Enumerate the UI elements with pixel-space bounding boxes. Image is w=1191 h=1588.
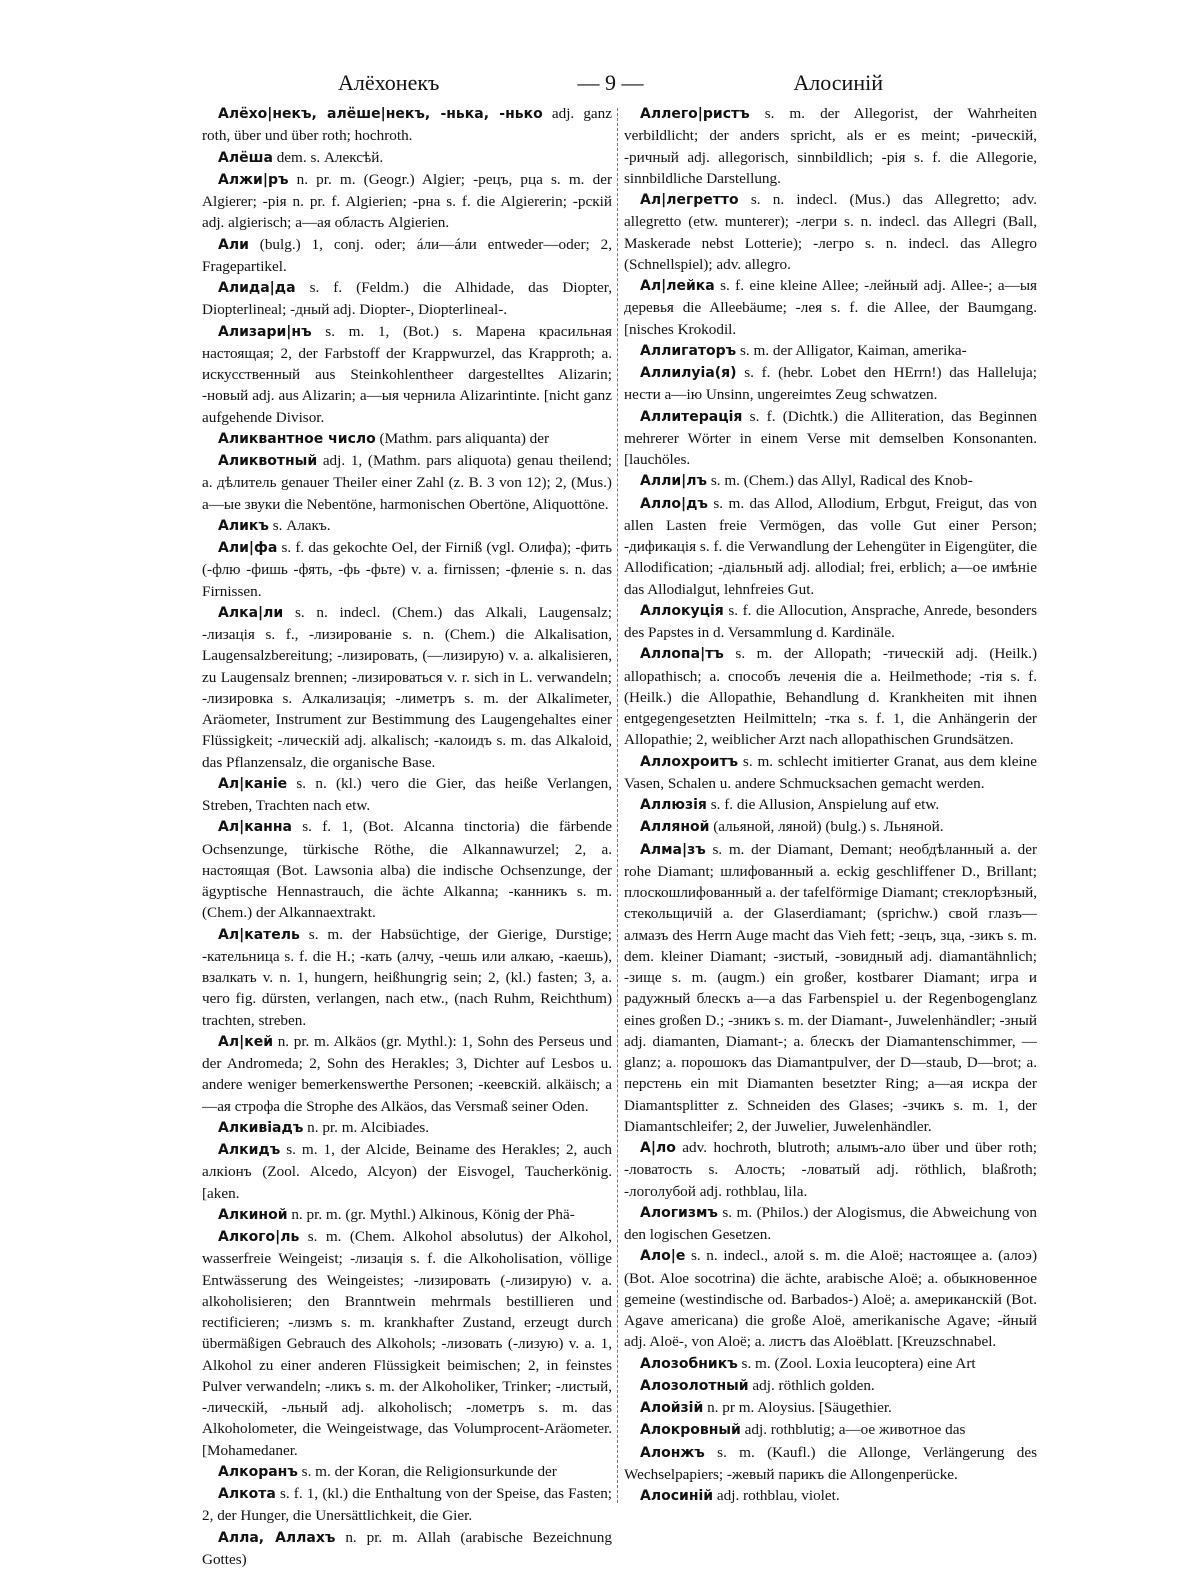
entry-headword: Алка|ли (218, 604, 284, 621)
entry-definition: s. f. 1, (kl.) die Enthaltung von der Speise, das Fasten; 2, der Hunger, die Unersättlichkeit, die Gier. (202, 1485, 613, 1525)
entry-headword: Аллилуіа(я) (640, 365, 737, 381)
entry-headword: Алло|дъ (640, 495, 708, 512)
entry-definition: s. n. indecl. (Chem.) das Alkali, Laugensalz; -лизація s. f., -лизированіе s. n. (Chem.) die Alkalisation, Laugensalzbereitung; -лизировать, (—лизирую) v. a. alkalisieren, zu Laugensalz brennen; -лизироваться v. r. sich in L. verwandeln; -лизировка s. Алкализація; -лиметръ s. m. der Alkalimeter, Aräometer, Instrument zur Bestimmung des Laugengehaltes einer Flüssigkeit; -лическій adj. alkalisch; -калоидъ s. m. das Alkaloid, das Pflanzensalz, die organische Base. (202, 603, 613, 771)
entry-definition: s. f. (hebr. Lobet den HErrn!) das Halleluja; нести а—ію Unsinn, ungereimtes Zeug schwatzen. (624, 364, 1037, 404)
entry-definition: s. m. (Zool. Loxia leucoptera) eine Art (741, 1354, 976, 1372)
dictionary-entry (202, 428, 612, 450)
dictionary-entry (624, 1245, 1037, 1352)
entry-headword: Алозолотный (640, 1377, 749, 1394)
entry-definition: s. m. der Allegorist, der Wahrheiten verbildlicht; der anders spricht, als er es meint; -рическій, -ричный adj. allegorisch, sinnbildlich; -рія s. f. die Allegorie, sinnbildliche Darstellung. (624, 105, 1037, 187)
entry-headword: Ализари|нъ (218, 323, 312, 340)
dictionary-entry (202, 277, 612, 321)
entry-definition: s. m. der Allopath; -тическій adj. (Heilk.) allopathisch; а. способъ леченія die a. Heilmethode; -тія s. f. (Heilk.) die Allopathie, Behandlung d. Krankheiten mit ihnen entgegengesetzten Heilmitteln; -тка s. f. 1, die Anhängerin der Allopathie; 2, weiblicher Arzt nach allopathischen Grundsätzen. (624, 645, 1038, 749)
entry-headword: Алида|да (218, 280, 296, 296)
dictionary-entry (624, 340, 1037, 362)
entry-definition: adj. 1, (Mathm. pars aliquota) genau theilend; а. дѣлитель genauer Theiler einer Zahl (z. B. 3 von 12); 2, (Mus.) а—ые звуки die Nebentöne, harmonischen Obertöne, Aliquottöne. (202, 452, 612, 513)
entry-headword: Алёхо|некъ, алёше|некъ, -нька, -нько (218, 106, 543, 122)
dictionary-entry (202, 816, 612, 923)
entry-headword: Ал|кей (218, 1033, 274, 1050)
dictionary-entry (202, 234, 612, 278)
entry-definition: (bulg.) 1, conj. oder; áли—áли entweder—oder; 2, Fragepartikel. (202, 235, 612, 275)
dictionary-entry (202, 1117, 612, 1139)
entry-headword: Аллюзія (640, 797, 707, 813)
page-number: — 9 — (577, 70, 644, 95)
entry-headword: Аликвантное число (218, 430, 376, 447)
entry-headword: Ал|легретто (640, 192, 739, 208)
entry-definition: n. pr. m. Alcibiades. (307, 1118, 430, 1136)
entry-headword: Ал|канна (218, 819, 292, 836)
entry-headword: Алогизмъ (640, 1204, 718, 1221)
entry-headword: Аллего|ристъ (640, 106, 750, 122)
entry-definition: (Mathm. pars aliquanta) der (379, 429, 550, 447)
left-column (202, 103, 613, 1568)
entry-headword: Алойзій (640, 1400, 704, 1416)
dictionary-entry (624, 1442, 1037, 1486)
column-divider (617, 108, 618, 1503)
entry-headword: Алли|лъ (640, 473, 708, 490)
dictionary-entry (624, 103, 1037, 189)
dictionary-entry (624, 1137, 1037, 1202)
entry-definition: n. pr. m. Alkäos (gr. Mythl.): 1, Sohn des Perseus und der Andromeda; 2, Sohn des Herakles; 3, Dichter auf Lesbos u. andere weniger bemerkenswerthe Personen; -кеевскій. alkäisch; а—ая строфа die Strophe des Alkäos, das Versmaß seiner Oden. (202, 1032, 613, 1115)
entry-headword: Алма|зъ (640, 841, 706, 858)
dictionary-entry (202, 1461, 612, 1483)
entry-definition: s. f. die Allusion, Anspielung auf etw. (710, 796, 940, 813)
entry-definition: s. f. das gekochte Oel, der Firniß (vgl. Олифа); -фить (-флю -фишь -фять, -фь -фьте) v. a. firnissen; -фленіе s. n. das Firnissen. (202, 539, 612, 600)
dictionary-entry (202, 1226, 612, 1461)
entry-headword: Аллопа|тъ (640, 646, 724, 663)
entry-headword: Аллохроитъ (640, 753, 739, 770)
entry-headword: Алжи|ръ (218, 171, 289, 188)
dictionary-entry (624, 1202, 1037, 1246)
entry-headword: Алкидъ (218, 1142, 281, 1158)
entry-definition: s. n. indecl., алой s. m. die Aloë; настоящее а. (алоэ) (Bot. Aloe socotrina) die ächte, arabische Aloë; а. обыкновенное gemeine (westindische od. Barbados-) Aloë; а. американскій (Bot. Agave americana) die große Aloë, amerikanische Agave; -йный adj. Aloë-, von Aloë; а. листъ das Aloëblatt. [Kreuzschnabel. (624, 1247, 1037, 1351)
entry-definition: s. m. (Kaufl.) die Allonge, Verlängerung des Wechselpapiers; -жевый парикъ die Allongenperücke. (624, 1443, 1038, 1483)
entry-definition: adj. ganz roth, über und über roth; hochroth. (202, 105, 613, 145)
entry-definition: s. Алакъ. (272, 516, 331, 534)
entry-definition: adj. röthlich golden. (752, 1376, 875, 1394)
page-header (338, 70, 883, 100)
dictionary-entry (202, 515, 612, 537)
entry-definition: s. m. der Habsüchtige, der Gierige, Durstige; -кательница s. f. die H.; -кать (алчу, -чешь или алкаю, -каешь), взалкать v. n. 1, hungern, heißhungrig sein; 2, (kl.) fasten; 3, а. чего fig. dürsten, verlangen, nach etw., (nach Ruhm, Reichthum) trachten, streben. (202, 925, 612, 1029)
dictionary-entry (624, 406, 1037, 471)
entry-definition: adj. rothblutig; а—ое животное das (744, 1421, 966, 1439)
entry-definition: n. pr. m. Allah (arabische Bezeichnung Gottes) (202, 1528, 612, 1568)
dictionary-entry (624, 839, 1037, 1138)
entry-definition: dem. s. Алексѣй. (276, 148, 384, 166)
dictionary-entry (624, 794, 1037, 816)
entry-headword: Ал|катель (218, 926, 300, 943)
entry-definition: n. pr. m. (gr. Mythl.) Alkinous, König der Phä- (291, 1205, 575, 1223)
entry-headword: Али (218, 236, 249, 253)
dictionary-entry (624, 1353, 1037, 1375)
dictionary-entry (624, 1485, 1037, 1507)
dictionary-entry (624, 1375, 1037, 1397)
entry-headword: Аликвотный (218, 453, 318, 469)
entry-headword: Аликъ (218, 517, 269, 534)
entry-definition: s. m. das Allod, Allodium, Erbgut, Freigut, das von allen Lasten freie Vermögen, das volle Gut einer Person; -дификація s. f. die Verwandlung der Lehengüter in Eigengüter, die Allodification; -діальный adj. allodial; frei, erblich; а—ое имѣніе das Allodialgut, lehnfreies Gut. (624, 494, 1038, 598)
entry-headword: Алкиной (218, 1206, 288, 1223)
entry-headword: Алёша (218, 149, 273, 166)
entry-headword: Алосиній (640, 1488, 714, 1504)
entry-headword: Ал|каніе (218, 775, 288, 792)
entry-definition: s. f. die Allocution, Ansprache, Anrede, besonders des Papstes in d. Versammlung d. Kardinäle. (624, 601, 1037, 641)
dictionary-entry (624, 600, 1037, 644)
entry-headword: Алозобникъ (640, 1355, 738, 1372)
dictionary-entry (202, 537, 612, 602)
dictionary-entry (202, 773, 612, 817)
dictionary-entry (202, 450, 612, 515)
entry-definition: adv. hochroth, blutroth; алымъ-ало über und über roth; -ловатость s. Алость; -ловатый adj. röthlich, blaßroth; -логолубой adj. rothblau, lila. (624, 1139, 1038, 1200)
dictionary-entry (624, 362, 1037, 406)
dictionary-entry (202, 321, 612, 428)
dictionary-entry (202, 924, 612, 1031)
dictionary-entry (624, 189, 1037, 275)
dictionary-entry (624, 643, 1037, 750)
entry-headword: Ало|е (640, 1248, 686, 1265)
entry-definition: s. m. 1, (Bot.) s. Марена красильная настоящая; 2, der Farbstoff der Krappwurzel, das Krapproth; а. искусственный aus Steinkohlentheer dargestelltes Alizarin; -новый adj. aus Alizarin; а—ыя чернила Alizarintinte. [nicht ganz aufgehende Divisor. (202, 322, 612, 426)
dictionary-entry (202, 103, 612, 147)
entry-headword: Алкивіадъ (218, 1119, 304, 1136)
dictionary-entry (202, 1031, 612, 1117)
entry-headword: Алонжъ (640, 1444, 705, 1461)
dictionary-entry (624, 816, 1037, 838)
right-column (624, 103, 1037, 1543)
entry-definition: s. f. eine kleine Allee; -лейный adj. Allee-; а—ыя деревья die Alleebäume; -лея s. f. die Allee, der Baumgang. [nisches Krokodil. (624, 277, 1038, 338)
dictionary-entry (624, 470, 1037, 492)
dictionary-entry (202, 1204, 612, 1226)
entry-definition: n. pr m. Aloysius. [Säugethier. (707, 1399, 892, 1416)
entry-headword: Аллигаторъ (640, 342, 737, 359)
dictionary-entry (202, 1527, 612, 1571)
entry-headword: Али|фа (218, 540, 278, 556)
dictionary-entry (624, 1419, 1037, 1441)
entry-definition: s. m. 1, der Alcide, Beiname des Herakles; 2, auch алкіонъ (Zool. Alcedo, Alcyon) der Eisvogel, Taucherkönig. [aken. (202, 1141, 612, 1202)
header-left-catchword: Алёхонекъ (338, 70, 440, 95)
entry-headword: А|ло (640, 1140, 676, 1156)
dictionary-entry (202, 602, 612, 773)
entry-headword: Аллокуція (640, 602, 724, 619)
entry-definition: s. m. (Chem.) das Allyl, Radical des Knob- (710, 472, 973, 490)
entry-definition: s. m. der Diamant, Demant; необдѣланный а. der rohe Diamant; шлифованный а. eckig geschliffener D., Brillant; плоскошлифованный а. der tafelförmige Diamant; стеклорѣзный, стекольщичій а. der Glaserdiamant; (sprichw.) свой глазъ—алмазъ des Herrn Auge macht das Vieh fett; -зецъ, зца, -зикъ s. m. dem. kleiner Diamant; -зистый, -зовидный adj. diamantähnlich; -зище s. m. (augm.) ein großer, kostbarer Diamant; игра и радужный блескъ а—а das Farbenspiel u. der Regenbogenglanz eines großen D.; -зникъ s. m. der Diamant-, Juwelenhändler; -зный adj. diamanten, Diamant-; а. блескъ der Diamantenschimmer, —glanz; а. порошокъ das Diamantpulver, der D—staub, D—brot; а. перстень ein mit Diamanten besetzter Ring; а—ая искра der Diamantsplitter z. Schneiden des Glases; -зчикъ s. m. 1, der Diamantschleifer; 2, der Juwelier, Juwelenhändler. (624, 840, 1038, 1135)
entry-definition: s. f. (Dichtk.) die Alliteration, das Beginnen mehrerer Wörter in einem Verse mit demselben Konsonanten. [lauchöles. (624, 407, 1037, 468)
entry-definition: s. m. der Alligator, Kaiman, amerika- (740, 341, 967, 359)
dictionary-entry (624, 493, 1037, 600)
entry-definition: s. m. (Philos.) der Alogismus, die Abweichung von den logischen Gesetzen. (624, 1203, 1037, 1243)
entry-headword: Алкоранъ (218, 1463, 298, 1480)
dictionary-entry (624, 1397, 1037, 1419)
entry-definition: s. n. (kl.) чего die Gier, das heiße Verlangen, Streben, Trachten nach etw. (202, 774, 613, 814)
entry-headword: Алкого|ль (218, 1229, 300, 1245)
dictionary-entry (202, 169, 612, 234)
entry-definition: s. m. der Koran, die Religionsurkunde der (301, 1462, 557, 1480)
entry-headword: Алляной (640, 819, 710, 836)
dictionary-entry (202, 147, 612, 169)
dictionary-entry (624, 275, 1037, 340)
entry-definition: s. f. (Feldm.) die Alhidade, das Diopter, Diopterlineal; -дный adj. Diopter-, Diopterlineal-. (202, 279, 613, 319)
entry-definition: adj. rothblau, violet. (716, 1487, 840, 1504)
entry-headword: Алла, Аллахъ (218, 1529, 336, 1546)
entry-definition: s. f. 1, (Bot. Alcanna tinctoria) die färbende Ochsenzunge, türkische Röthe, die Alkannawurzel; 2, а. настоящая (Bot. Lawsonia alba) die indische Ochsenzunge, der ägyptische Hennastrauch, die ächte Alkanna; -канникъ s. m. (Chem.) der Alkannaextrakt. (202, 818, 612, 922)
dictionary-entry (202, 1483, 612, 1527)
entry-headword: Алокровный (640, 1422, 741, 1439)
dictionary-entry (202, 1139, 612, 1204)
entry-definition: s. m. schlecht imitierter Granat, aus dem kleine Vasen, Schalen u. andere Schmucksachen gemacht werden. (624, 752, 1037, 792)
header-right-catchword: Алосиній (793, 70, 883, 95)
dictionary-entry (624, 751, 1037, 795)
entry-definition: n. pr. m. (Geogr.) Algier; -рецъ, рца s. m. der Algierer; -рія n. pr. f. Algierien; -рна s. f. die Algiererin; -рскій adj. algierisch; а—ая область Algierien. (202, 170, 612, 232)
entry-definition: (альяной, ляной) (bulg.) s. Льняной. (713, 818, 944, 836)
entry-headword: Алкота (218, 1486, 276, 1502)
entry-definition: s. n. indecl. (Mus.) das Allegretto; adv. allegretto (etw. munterer); -легри s. n. indecl. das Allegri (Ball, Maskerade nebst Lotterie); -легро s. n. indecl. das Allegro (Schnellspiel); adv. allegro. (624, 191, 1037, 273)
entry-headword: Ал|лейка (640, 278, 715, 294)
entry-definition: s. m. (Chem. Alkohol absolutus) der Alkohol, wasserfreie Weingeist; -лизація s. f. die Alkoholisation, völlige Entwässerung des Weingeistes; -лизировать (-лизирую) v. a. alkoholisieren; den Branntwein mehrmals bestillieren und rectificieren; -лизмъ s. m. krankhafter Zustand, erzeugt durch übermäßigen Gebrauch des Alkohols; -лизовать (-лизую) v. a. 1, Alkohol zu einer anderen Flüssigkeit beimischen; 2, in feinstes Pulver verwandeln; -ликъ s. m. der Alkoholiker, Trinker; -листый, -лическій, -льный adj. alkoholisch; -лометръ s. m. das Alkoholometer, die Weingeistwage, das Volumprocent-Aräometer. [Mohamedaner. (202, 1228, 613, 1459)
entry-headword: Аллитерація (640, 408, 743, 425)
